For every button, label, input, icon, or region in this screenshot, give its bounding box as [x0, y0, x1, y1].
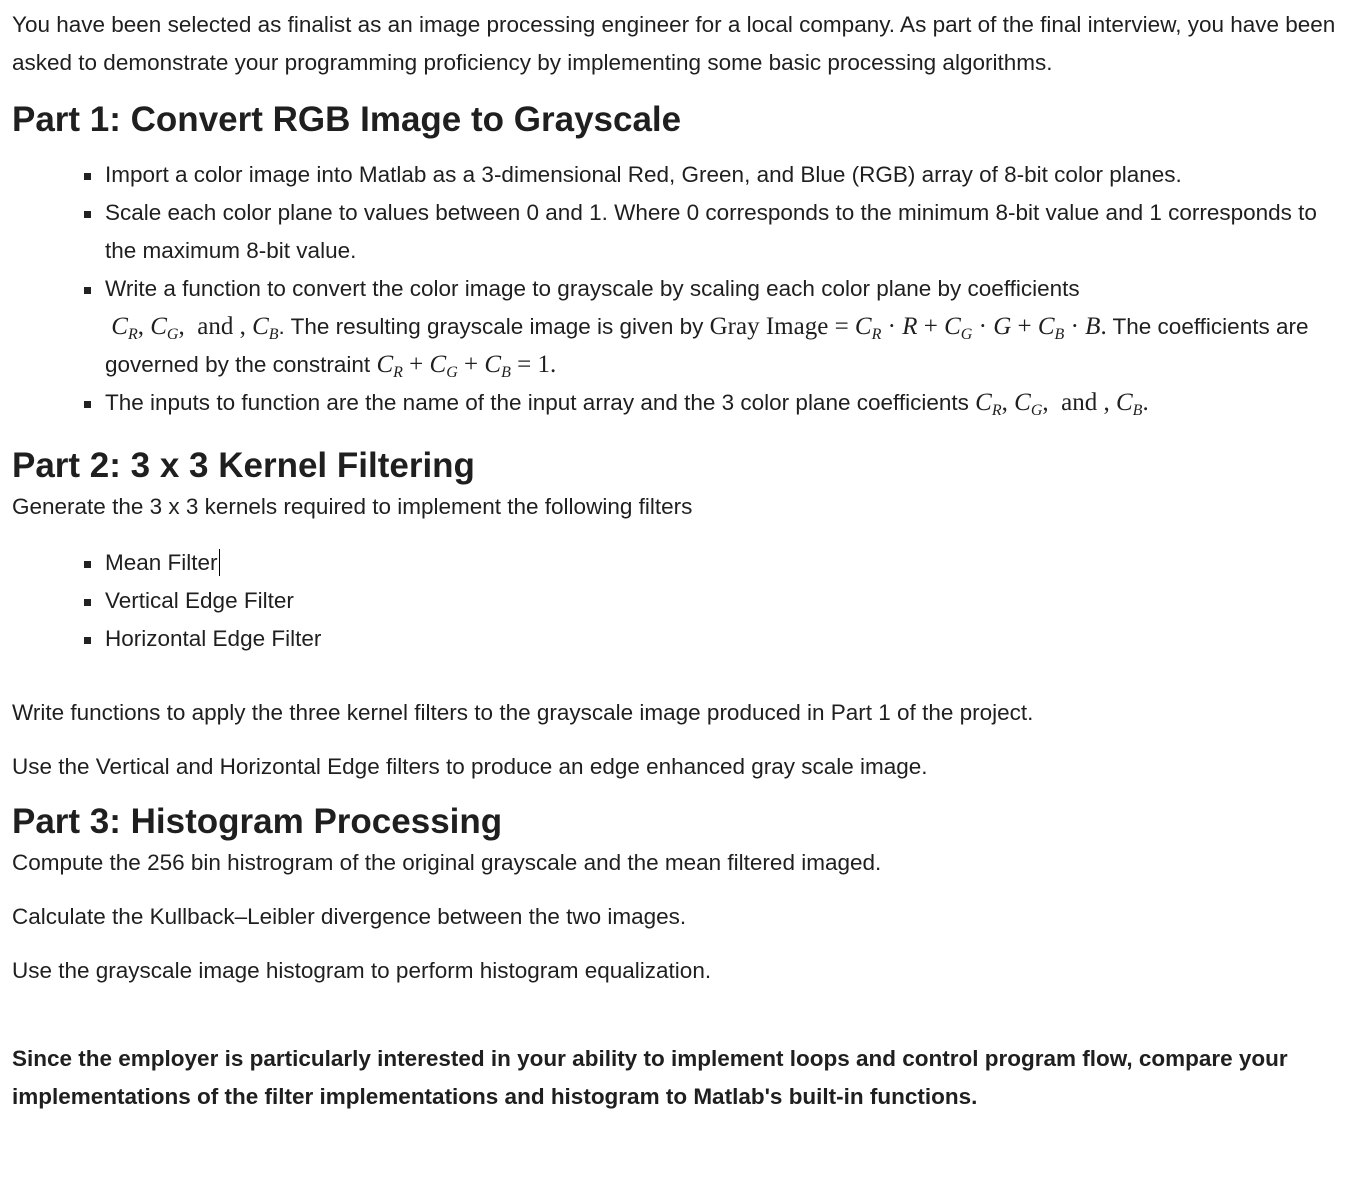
part2-heading: Part 2: 3 x 3 Kernel Filtering: [12, 446, 475, 485]
part1-list: [12, 156, 1348, 422]
part2-edge-paragraph: Use the Vertical and Horizontal Edge filters to produce an edge enhanced gray scale image.: [12, 754, 928, 779]
filter-item-mean: Mean Filter: [105, 544, 1348, 582]
math-coefficients: $C_R$, $C_G$, and , $C_B$: [111, 313, 279, 343]
closing-paragraph: Since the employer is particularly interested in your ability to implement loops and control program flow, compare your implementations of the filter implementations and histogram to Matlab's built-in functions.: [12, 1046, 1288, 1109]
text-cursor: [219, 549, 220, 576]
filter-item-vertical-edge: Vertical Edge Filter: [105, 582, 1348, 620]
math-gray-equation: Gray Image = $C_R \cdot R + C_G \cdot G + C_B \cdot B$.: [709, 313, 1107, 343]
part3-equalization-paragraph: Use the grayscale image histogram to perform histogram equalization.: [12, 958, 712, 983]
part1-bullet-function: Write a function to convert the color image to grayscale by scaling each color plane by coefficients $C_R$, $C_G$, and , $C_B$. The resulting grayscale image is given by Gray Image = $C_R \cdot R + C_G \cdot G + C_B \cdot B$. The coefficients are governed by the constraint $C_R + C_G + C_B = 1$.: [105, 270, 1348, 384]
part1-bullet-import: Import a color image into Matlab as a 3-dimensional Red, Green, and Blue (RGB) array of 8-bit color planes.: [105, 156, 1348, 194]
math-constraint: $C_R + C_G + C_B = 1$.: [376, 351, 557, 381]
part2-apply-paragraph: Write functions to apply the three kernel filters to the grayscale image produced in Part 1 of the project.: [12, 700, 1034, 725]
part2-intro: Generate the 3 x 3 kernels required to implement the following filters: [12, 494, 693, 519]
filter-item-horizontal-edge: Horizontal Edge Filter: [105, 620, 1348, 658]
part3-heading: Part 3: Histogram Processing: [12, 802, 503, 841]
part1-heading: Part 1: Convert RGB Image to Grayscale: [12, 100, 682, 139]
math-input-coefficients: $C_R$, $C_G$, and , $C_B$.: [975, 389, 1149, 419]
part1-bullet-inputs: The inputs to function are the name of the input array and the 3 color plane coefficients $C_R$, $C_G$, and , $C_B$.: [105, 384, 1348, 422]
part3-histogram-paragraph: Compute the 256 bin histrogram of the original grayscale and the mean filtered imaged.: [12, 850, 882, 875]
filters-list: [12, 544, 1348, 658]
part1-bullet-scale: Scale each color plane to values between 0 and 1. Where 0 corresponds to the minimum 8-bit value and 1 corresponds to the maximum 8-bit value.: [105, 194, 1348, 270]
part3-kl-paragraph: Calculate the Kullback–Leibler divergence between the two images.: [12, 904, 687, 929]
intro-paragraph: You have been selected as finalist as an image processing engineer for a local company. As part of the final interview, you have been asked to demonstrate your programming proficiency by implementing some basic processing algorithms.: [12, 12, 1336, 75]
